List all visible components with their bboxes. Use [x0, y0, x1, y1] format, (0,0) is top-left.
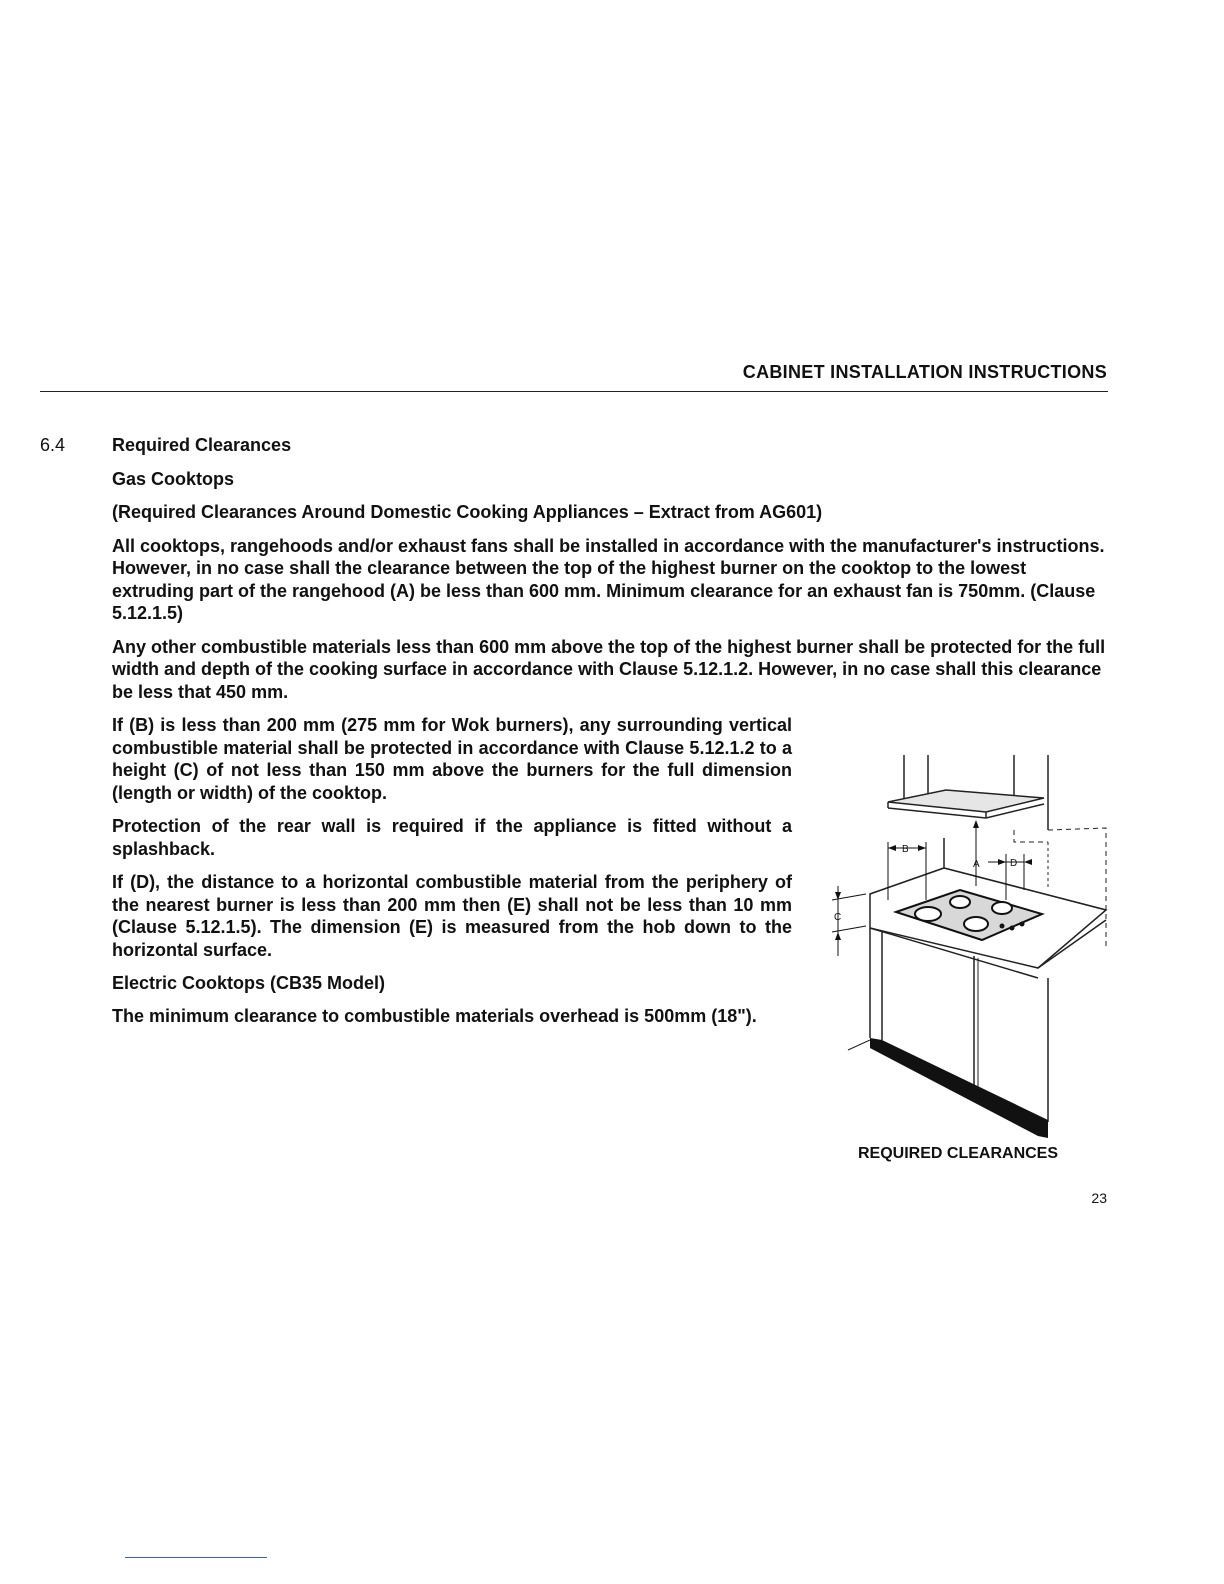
dimension-d-label: D	[1010, 858, 1018, 869]
burner-rear-left	[950, 896, 970, 908]
extract-note: (Required Clearances Around Domestic Cooking Appliances – Extract from AG601)	[112, 502, 823, 522]
control-knob	[1000, 924, 1005, 929]
footer-line	[125, 1557, 267, 1558]
required-clearances-diagram	[826, 750, 1108, 1142]
burner-front-left	[915, 907, 941, 921]
kickboard	[870, 1038, 1048, 1138]
gas-cooktops-heading: Gas Cooktops	[112, 469, 235, 489]
page-number: 23	[1091, 1190, 1107, 1206]
section-number: 6.4	[40, 435, 66, 455]
paragraph-horizontal-combustible: If (D), the distance to a horizontal combustible material from the periphery of the nearest burner is less than 200 mm then (E) shall not be less than 10 mm (Clause 5.12.1.5). The dimension (E) is measured from the hob down to the horizontal surface.	[112, 872, 792, 960]
paragraph-combustible-materials: Any other combustible materials less than 600 mm above the top of the highest burner shall be protected for the full width and depth of the cooking surface in accordance with Clause 5.12.1.2. However, in no case shall this clearance be less that 450 mm.	[112, 636, 1106, 702]
paragraph-rangehood-clearance: All cooktops, rangehoods and/or exhaust fans shall be installed in accordance with the manufacturer's instructions. However, in no case shall the clearance between the top of the highest burner on the cooktop to the lowest extruding part of the rangehood (A) be less than 600 mm. Minimum clearance for an exhaust fan is 750mm. (Clause 5.12.1.5)	[112, 535, 1105, 623]
control-knob	[1020, 922, 1025, 927]
dimension-a-label: A	[973, 859, 980, 870]
header-divider	[40, 391, 1108, 392]
dimension-c-label: C	[834, 912, 842, 923]
paragraph-rear-wall: Protection of the rear wall is required if the appliance is fitted without a splashback.	[112, 816, 792, 859]
clearance-illustration	[826, 750, 1108, 1142]
section-title: Required Clearances	[112, 435, 292, 455]
rangehood	[888, 790, 1044, 812]
burner-rear-right	[992, 902, 1012, 914]
control-knob	[1010, 926, 1015, 931]
electric-cooktops-heading: Electric Cooktops (CB35 Model)	[112, 973, 386, 993]
paragraph-electric-clearance: The minimum clearance to combustible materials overhead is 500mm (18").	[112, 1006, 757, 1026]
page-header-title: CABINET INSTALLATION INSTRUCTIONS	[742, 362, 1107, 382]
burner-front-right	[964, 917, 988, 931]
paragraph-surrounding-vertical: If (B) is less than 200 mm (275 mm for Wok burners), any surrounding vertical combustible material shall be protected in accordance with Clause 5.12.1.2 to a height (C) of not less than 150 mm above the burners for the full dimension (length or width) of the cooktop.	[112, 715, 792, 803]
dimension-b-label: B	[902, 844, 909, 855]
figure-caption: REQUIRED CLEARANCES	[858, 1145, 1059, 1162]
